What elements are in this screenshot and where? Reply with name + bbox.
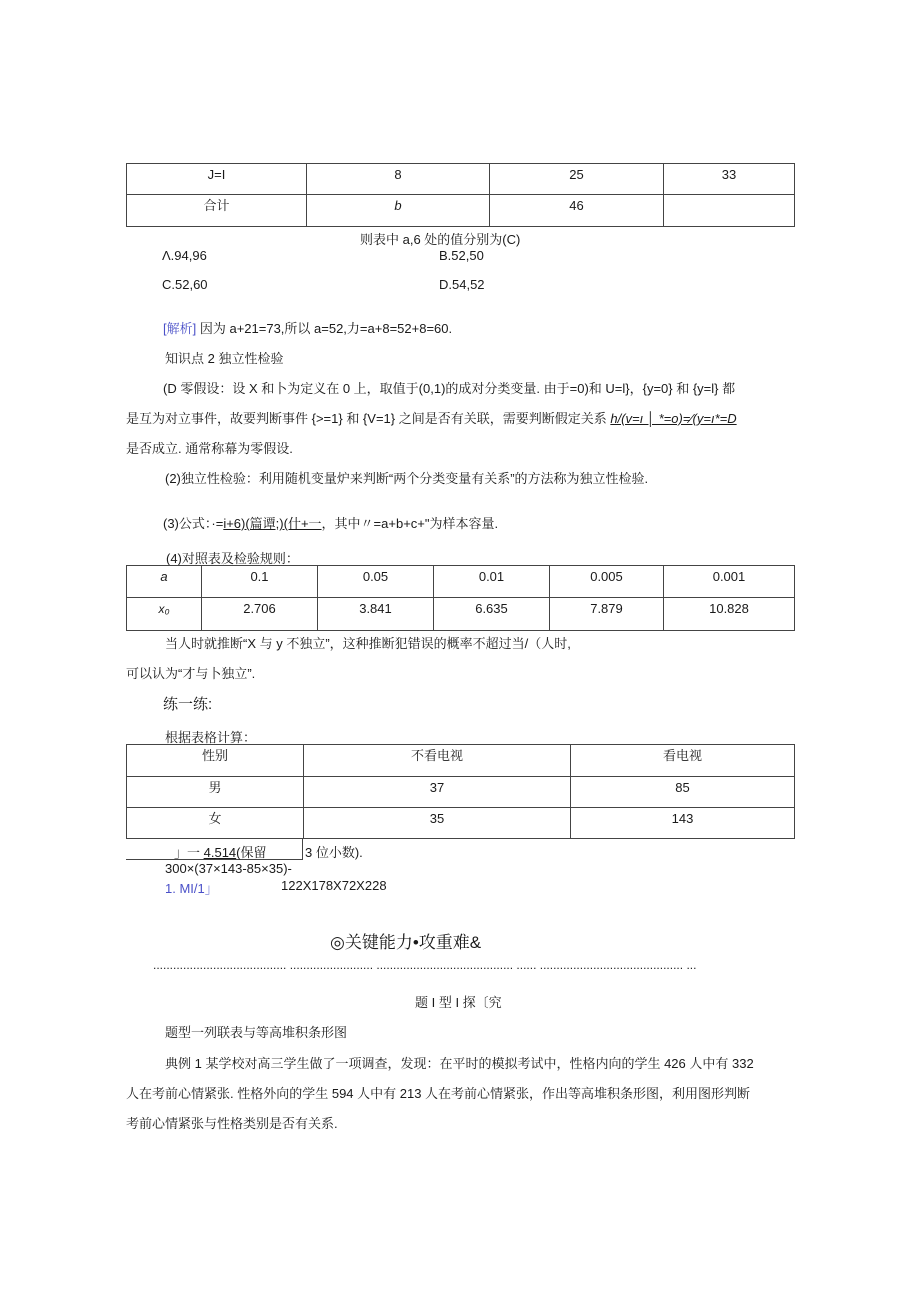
table-cell: 10.828	[664, 598, 795, 631]
table-cell: 0.05	[318, 566, 434, 598]
table-header-cell: 性别	[127, 745, 304, 777]
table-cell: 25	[490, 164, 664, 195]
paragraph-table-rules: (4)对照表及检验规则：	[166, 551, 299, 566]
text: ，其中〃=a+b+c+"为样本容量.	[321, 516, 499, 531]
table-row	[127, 777, 795, 808]
rule-line-1: 当人时就推断“X 与 y 不独立”，这种推断犯错误的概率不超过当/（人时,	[165, 636, 571, 651]
table-cell: 合计	[127, 195, 307, 227]
text: (3)公式：·=	[163, 516, 224, 531]
table-cell: 0.1	[202, 566, 318, 598]
section-subtitle: 题 I 型 I 探〔究	[415, 995, 502, 1010]
formula: i+6)(篇谭;)(什+一	[223, 516, 322, 531]
option-c: C.52,60	[162, 277, 208, 292]
text: 是互为对立事件，故要判断事件 {>=1} 和 {V=1} 之间是否有关联，需要判断假定关系	[126, 411, 611, 426]
table-cell: 0.005	[550, 566, 664, 598]
table-cell: 46	[490, 195, 664, 227]
table-cell: 男	[127, 777, 304, 808]
table-cell: 35	[304, 808, 571, 839]
table-cell: 3.841	[318, 598, 434, 631]
example-line-3: 考前心情紧张与性格类别是否有关系.	[126, 1116, 338, 1131]
table-cell: 6.635	[434, 598, 550, 631]
question-stem: 则表中 a,6 处的值分别为(C)	[360, 232, 521, 247]
table-cell: J=I	[127, 164, 307, 195]
table-row	[127, 598, 795, 631]
text: 」一	[174, 845, 204, 860]
example-line-1: 典例 1 某学校对高三学生做了一项调查，发现：在平时的模拟考试中，性格内向的学生 426 人中有 332	[165, 1056, 754, 1071]
table-cell: 143	[571, 808, 795, 839]
table-cell: 女	[127, 808, 304, 839]
table-cell: a	[127, 566, 202, 598]
formula-numerator: 300×(37×143-85×35)-	[165, 861, 292, 876]
tv-gender-table	[126, 744, 795, 839]
paragraph-null-hypothesis-2	[126, 408, 737, 427]
formula: h/(v=ı │ *=o)=∕(y=ı*=D	[610, 411, 737, 426]
analysis-label: [解析]	[163, 321, 197, 336]
table-row	[127, 808, 795, 839]
table-row	[127, 745, 795, 777]
table-cell	[664, 195, 795, 227]
paragraph-null-hypothesis-3: 是否成立. 通常称幕为零假设.	[126, 441, 293, 456]
table-cell: 2.706	[202, 598, 318, 631]
dotted-divider: ........................................ ......................... ......................................... ...... ........................................... ...	[153, 958, 697, 972]
option-b: B.52,50	[439, 248, 484, 263]
practice-heading: 练一练:	[163, 696, 213, 713]
rule-line-2: 可以认为“才与卜独立”.	[126, 666, 256, 681]
result-value: 4.514	[203, 845, 237, 860]
table-cell: 0.001	[664, 566, 795, 598]
section-title: ◎关键能力•攻重难&	[330, 933, 482, 952]
example-line-2: 人在考前心情紧张. 性格外向的学生 594 人中有 213 人在考前心情紧张，作出等高堆积条形图，利用图形判断	[126, 1086, 751, 1101]
paragraph-null-hypothesis-1: (D 零假设：设 X 和卜为定义在 0 上，取值于(0,1)的成对分类变量. 由于=0)和 U=l}，{y=0} 和 {y=l} 都	[163, 381, 736, 396]
table-cell: 7.879	[550, 598, 664, 631]
critical-value-table	[126, 565, 795, 631]
practice-result-tail: 3 位小数).	[305, 845, 363, 860]
table-cell: 85	[571, 777, 795, 808]
table-header-cell: 不看电视	[304, 745, 571, 777]
table-row	[127, 164, 795, 195]
knowledge-heading: 知识点 2 独立性检验	[165, 351, 284, 366]
table-cell: 33	[664, 164, 795, 195]
practice-result	[174, 842, 267, 861]
table-cell: 8	[307, 164, 490, 195]
analysis	[163, 318, 452, 337]
formula-lhs: 1. MI/1」	[165, 881, 218, 896]
practice-intro: 根据表格计算：	[165, 730, 257, 745]
table-cell: 0.01	[434, 566, 550, 598]
formula-denominator: 122X178X72X228	[281, 878, 387, 893]
contingency-table-top	[126, 163, 795, 227]
option-a: Λ.94,96	[162, 248, 207, 263]
paragraph-formula	[163, 513, 498, 532]
table-row	[127, 195, 795, 227]
question-type-heading: 题型一列联表与等高堆积条形图	[165, 1025, 348, 1040]
table-cell: x₀	[127, 598, 202, 631]
text: (保留	[236, 845, 267, 860]
table-cell: b	[307, 195, 490, 227]
analysis-text: 因为 a+21=73,所以 a=52,力=a+8=52+8=60.	[199, 321, 453, 336]
paragraph-independence-test: (2)独立性检验：利用随机变量炉来判断“两个分类变量有关系”的方法称为独立性检验.	[165, 471, 649, 486]
table-row	[127, 566, 795, 598]
option-d: D.54,52	[439, 277, 485, 292]
table-header-cell: 看电视	[571, 745, 795, 777]
table-cell: 37	[304, 777, 571, 808]
